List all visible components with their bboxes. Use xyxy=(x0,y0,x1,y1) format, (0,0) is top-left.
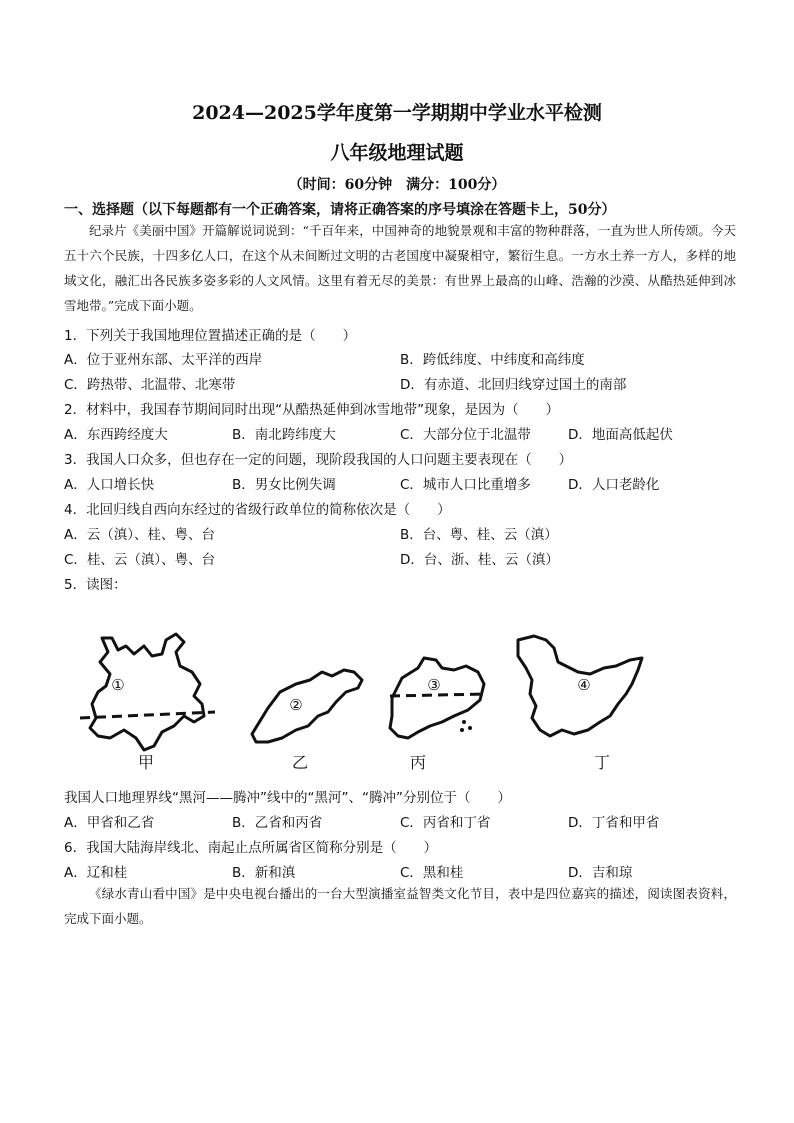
map-label-2: ② xyxy=(289,696,303,714)
province-map-yi xyxy=(252,670,362,742)
section-heading: 一、选择题（以下每题都有一个正确答案，请将正确答案的序号填涂在答题卡上，50分） xyxy=(64,202,616,218)
question-6-option-a[interactable]: A．辽和桂 xyxy=(64,865,128,881)
question-6-option-b[interactable]: B．新和滇 xyxy=(232,865,296,881)
question-4-option-a[interactable]: A．云（滇）、桂、粤、台 xyxy=(64,527,215,543)
question-1-option-a[interactable]: A．位于亚州东部、太平洋的西岸 xyxy=(64,352,263,368)
question-5-option-c[interactable]: C．丙省和丁省 xyxy=(400,815,491,831)
map-label-4: ④ xyxy=(577,676,591,694)
exam-subtitle: 八年级地理试题 xyxy=(330,142,464,164)
exam-meta: （时间：60分钟 满分：100分） xyxy=(288,177,506,193)
province-map-jia xyxy=(90,634,204,750)
tropic-line-jia xyxy=(80,712,215,718)
question-5-stem2: 我国人口地理界线“黑河——腾冲”线中的“黑河”、“腾冲”分别位于（ ） xyxy=(64,790,511,806)
question-2-stem: 2．材料中，我国春节期间同时出现“从酷热延伸到冰雪地带”现象，是因为（ ） xyxy=(64,402,560,418)
question-1-option-c[interactable]: C．跨热带、北温带、北寒带 xyxy=(64,377,236,393)
question-1-option-b[interactable]: B．跨低纬度、中纬度和高纬度 xyxy=(400,352,585,368)
exam-title: 2024—2025学年度第一学期期中学业水平检测 xyxy=(192,102,602,124)
map-caption-jia: 甲 xyxy=(137,753,155,771)
question-5-option-b[interactable]: B．乙省和丙省 xyxy=(232,815,323,831)
question-4-stem: 4．北回归线自西向东经过的省级行政单位的简称依次是（ ） xyxy=(64,502,451,518)
map-caption-bing: 丙 xyxy=(409,753,427,771)
question-2-option-a[interactable]: A．东西跨经度大 xyxy=(64,427,168,443)
map-caption-ding: 丁 xyxy=(593,753,611,771)
province-map-bing xyxy=(390,658,484,738)
question-3-option-b[interactable]: B．男女比例失调 xyxy=(232,477,336,493)
question-5-option-a[interactable]: A．甲省和乙省 xyxy=(64,815,155,831)
map-label-3: ③ xyxy=(427,676,441,694)
question-1-stem: 1．下列关于我国地理位置描述正确的是（ ） xyxy=(64,328,357,344)
question-5-option-d[interactable]: D．丁省和甲省 xyxy=(568,815,660,831)
question-4-option-d[interactable]: D．台、浙、桂、云（滇） xyxy=(400,552,559,568)
question-4-option-c[interactable]: C．桂、云（滇）、粤、台 xyxy=(64,552,216,568)
question-3-option-a[interactable]: A．人口增长快 xyxy=(64,477,155,493)
intro-passage: 纪录片《美丽中国》开篇解说词说到：“千百年来，中国神奇的地貌景观和丰富的物种群落，一直为世人所传颂。今天五十六个民族，十四多亿人口，在这个从未间断过文明的古老国度中凝聚相守，繁衍生息。一方水土养一方人，多样的地域文化，融汇出各民族多姿多彩的人文风情。这里有着无尽的美景：有世界上最高的山峰、浩瀚的沙漠、从酷热延伸到冰雪地带。”完成下面小题。 xyxy=(64,223,736,313)
question-6-stem: 6．我国大陆海岸线北、南起止点所属省区简称分别是（ ） xyxy=(64,840,438,856)
question-3-option-d[interactable]: D．人口老龄化 xyxy=(568,477,660,493)
intro-passage-2: 《绿水青山看中国》是中央电视台播出的一台大型演播室益智类文化节目，表中是四位嘉宾的描述，阅读图表资料，完成下面小题。 xyxy=(64,886,736,926)
question-3-stem: 3．我国人口众多，但也存在一定的问题，现阶段我国的人口问题主要表现在（ ） xyxy=(64,452,573,468)
question-2-option-d[interactable]: D．地面高低起伏 xyxy=(568,427,673,443)
question-6-option-d[interactable]: D．吉和琼 xyxy=(568,865,633,881)
map-caption-yi: 乙 xyxy=(291,753,309,771)
map-label-1: ① xyxy=(111,676,125,694)
question-2-option-c[interactable]: C．大部分位于北温带 xyxy=(400,427,531,443)
province-maps-figure xyxy=(70,626,670,771)
tropic-line-bing xyxy=(390,694,486,696)
question-5-stem: 5．读图： xyxy=(64,577,127,593)
question-6-option-c[interactable]: C．黑和桂 xyxy=(400,865,464,881)
question-4-option-b[interactable]: B．台、粤、桂、云（滇） xyxy=(400,527,558,543)
question-1-option-d[interactable]: D．有赤道、北回归线穿过国土的南部 xyxy=(400,377,627,393)
question-2-option-b[interactable]: B．南北跨纬度大 xyxy=(232,427,336,443)
question-3-option-c[interactable]: C．城市人口比重增多 xyxy=(400,477,531,493)
